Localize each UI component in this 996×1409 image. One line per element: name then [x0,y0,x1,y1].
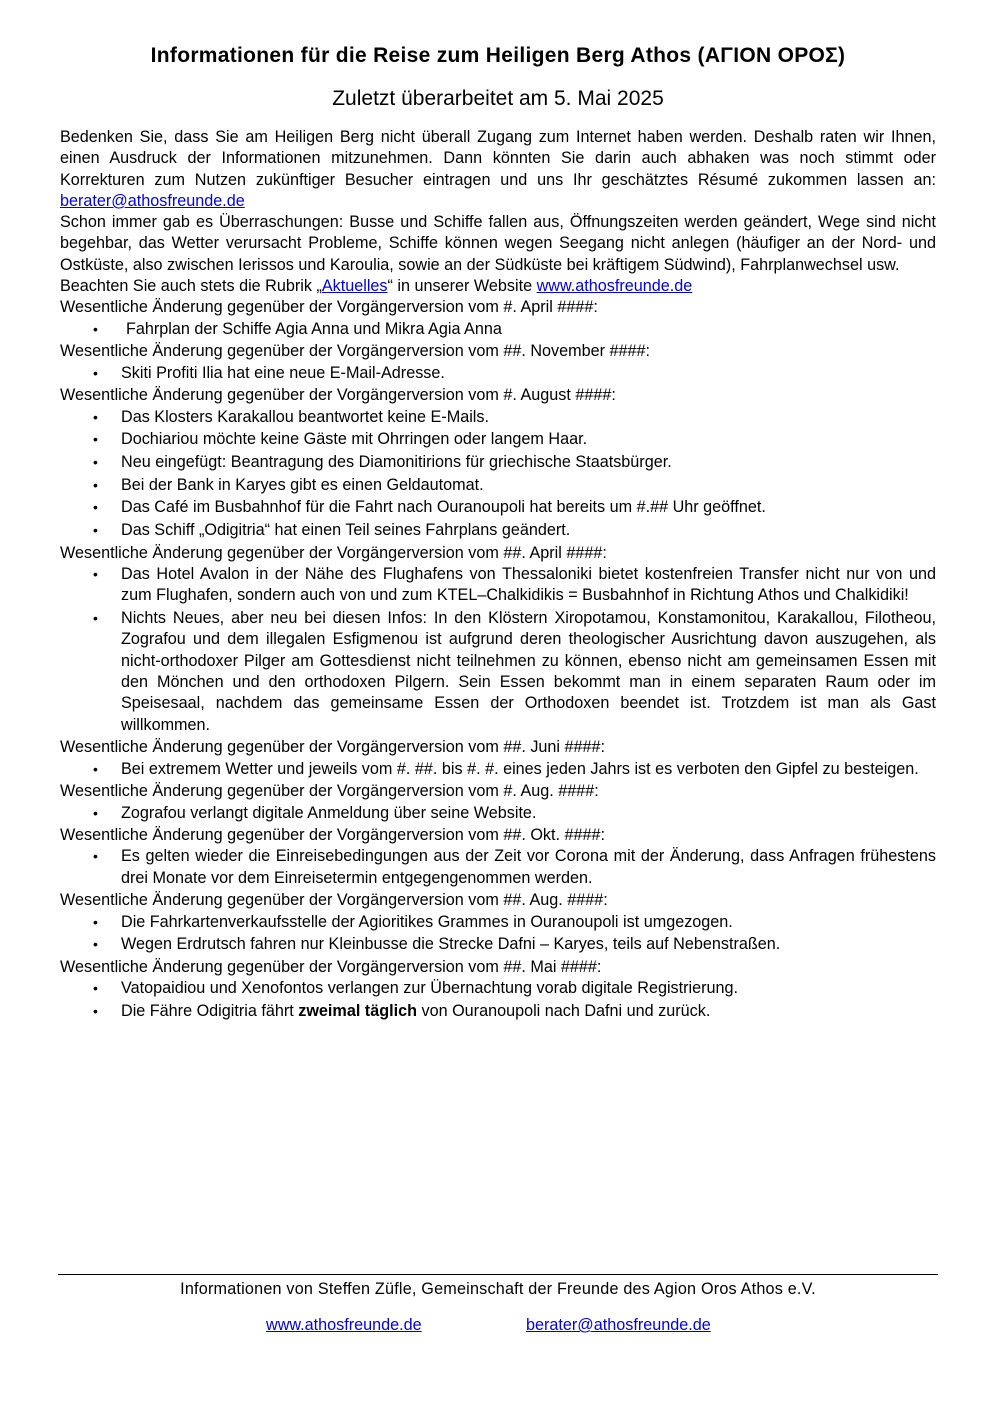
list-item [60,564,936,607]
email-link[interactable]: berater@athosfreunde.de [60,191,245,210]
list-item [60,475,936,496]
list-item [60,363,936,384]
footer-website-link[interactable]: www.athosfreunde.de [266,1316,422,1334]
footer-email-link[interactable]: berater@athosfreunde.de [526,1316,711,1334]
document-body [60,127,936,1024]
news-text-before: Beachten Sie auch stets die Rubrik „ [60,277,322,296]
ferry-text-before: Die Fähre Odigitria fährt [121,1002,299,1021]
change-list [60,912,936,956]
list-item [60,912,936,933]
list-item [60,759,936,780]
list-item-text: Nichts Neues, aber neu bei diesen Infos: In den Klöstern Xiropotamou, Konstamonitou, Karakallou, Filotheou, Zografou und dem illegalen Esfigmenou ist aufgrund deren theologischer Ausrichtung davon auszugehen, als nicht-orthodoxer Pilger am Gottesdienst nicht teilnehmen zu können, ebenso nicht am gemeinsamen Essen mit den Mönchen und den orthodoxen Pilgern. Sein Essen bekommt man in einem separaten Raum oder im Speisesaal, nachdem das gemeinsame Essen der Orthodoxen beendet ist. Trotzdem ist man als Gast willkommen. [121,609,936,734]
bullet-icon: • [93,610,98,627]
list-item-text: Skiti Profiti Ilia hat eine neue E-Mail-Adresse. [121,363,445,382]
list-item-text: Es gelten wieder die Einreisebedingungen aus der Zeit vor Corona mit der Änderung, dass Anfragen frühestens drei Monate vor dem Einreisetermin entgegengenommen werden. [121,847,936,887]
change-heading: Wesentliche Änderung gegenüber der Vorgängerversion vom #. Aug. ####: [60,782,599,801]
list-item [60,497,936,518]
intro-paragraph-internet [60,127,936,212]
aktuelles-link[interactable]: Aktuelles [321,277,388,296]
website-link[interactable]: www.athosfreunde.de [536,277,693,296]
bullet-icon: • [93,499,98,516]
bullet-icon: • [93,1003,98,1020]
page-title: Informationen für die Reise zum Heiligen Berg Athos (ΑΓΙΟΝ ΟΡΟΣ) [150,44,846,67]
change-heading: Wesentliche Änderung gegenüber der Vorgängerversion vom ##. Aug. ####: [60,891,608,910]
list-item [60,1001,936,1022]
list-item [60,452,936,473]
ferry-text-emphasis: zweimal täglich [298,1002,417,1021]
list-item [60,846,936,889]
list-item [60,803,936,824]
list-item [60,520,936,541]
change-heading: Wesentliche Änderung gegenüber der Vorgängerversion vom #. August ####: [60,386,616,405]
change-heading: Wesentliche Änderung gegenüber der Vorgängerversion vom ##. November ####: [60,342,651,361]
list-item-text: Zografou verlangt digitale Anmeldung über seine Website. [121,803,537,822]
change-list [60,846,936,889]
bullet-icon: • [93,760,98,777]
change-heading: Wesentliche Änderung gegenüber der Vorgängerversion vom ##. Okt. ####: [60,826,606,845]
bullet-icon: • [93,431,98,448]
list-item-text: Die Fahrkartenverkaufsstelle der Agioritikes Grammes in Ouranoupoli ist umgezogen. [121,912,733,931]
bullet-icon: • [93,936,98,953]
list-item-text: Das Klosters Karakallou beantwortet keine E-Mails. [121,407,489,426]
change-heading: Wesentliche Änderung gegenüber der Vorgängerversion vom ##. Juni ####: [60,738,606,757]
change-list [60,564,936,736]
ferry-text-after: von Ouranoupoli nach Dafni und zurück. [416,1002,711,1021]
list-item-text: Bei extremem Wetter und jeweils vom #. ##. bis #. #. eines jeden Jahrs ist es verboten den Gipfel zu besteigen. [121,759,919,778]
list-item-text: Neu eingefügt: Beantragung des Diamonitirions für griechische Staatsbürger. [121,453,672,472]
list-item [60,319,936,340]
bullet-icon: • [93,913,98,930]
bullet-icon: • [93,476,98,493]
bullet-icon: • [93,364,98,381]
bullet-icon: • [93,804,98,821]
list-item-text: Das Schiff „Odigitria“ hat einen Teil seines Fahrplans geändert. [121,521,571,540]
bullet-icon: • [93,408,98,425]
page-subtitle: Zuletzt überarbeitet am 5. Mai 2025 [332,87,664,110]
bullet-icon: • [93,566,98,583]
intro-paragraph-news [60,276,936,297]
list-item-text: Wegen Erdrutsch fahren nur Kleinbusse die Strecke Dafni – Karyes, teils auf Nebenstraßen. [121,935,781,954]
change-list [60,363,936,384]
list-item-text: Das Hotel Avalon in der Nähe des Flughafens von Thessaloniki bietet kostenfreien Transfer nicht nur von und zum Flughafen, sondern auch von und zum KTEL–Chalkidikis = Busbahnhof in Richtung Athos und Chalkidiki! [121,565,936,605]
footer-credit: Informationen von Steffen Züfle, Gemeinschaft der Freunde des Agion Oros Athos e.V. [180,1280,816,1298]
list-item [60,407,936,428]
list-item-text: Dochiariou möchte keine Gäste mit Ohrringen oder langem Haar. [121,430,588,449]
change-heading: Wesentliche Änderung gegenüber der Vorgängerversion vom ##. April ####: [60,543,607,562]
change-list [60,803,936,824]
bullet-icon: • [93,980,98,997]
list-item [60,429,936,450]
intro-paragraph-surprises: Schon immer gab es Überraschungen: Busse und Schiffe fallen aus, Öffnungszeiten werden geändert, Wege sind nicht begehbar, das Wetter verursacht Probleme, Schiffe können wegen Seegang nicht anlegen (häufiger an der Nord- und Ostküste, also zwischen Ierissos und Karoulia, sowie an der Südküste bei kräftigem Südwind), Fahrplanwechsel usw. [60,213,936,274]
change-heading: Wesentliche Änderung gegenüber der Vorgängerversion vom ##. Mai ####: [60,958,602,977]
list-item [60,978,936,999]
change-list [60,319,936,340]
bullet-icon: • [93,848,98,865]
change-list [60,407,936,542]
list-item-text: Fahrplan der Schiffe Agia Anna und Mikra Agia Anna [126,319,502,338]
list-item [60,608,936,736]
bullet-icon: • [93,320,98,337]
change-heading: Wesentliche Änderung gegenüber der Vorgängerversion vom #. April ####: [60,298,598,317]
list-item [60,934,936,955]
list-item-text: Bei der Bank in Karyes gibt es einen Geldautomat. [121,475,484,494]
list-item-text: Das Café im Busbahnhof für die Fahrt nach Ouranoupoli hat bereits um #.## Uhr geöffnet. [121,498,766,517]
intro-text: Bedenken Sie, dass Sie am Heiligen Berg nicht überall Zugang zum Internet haben werden. Deshalb raten wir Ihnen, einen Ausdruck der Informationen mitzunehmen. Dann könnten Sie darin auch abhaken was noch stimmt oder Korrekturen zum Nutzen zukünftiger Besucher eintragen und uns Ihr geschätztes Résumé zukommen lassen an: [60,128,936,189]
list-item-text: Vatopaidiou und Xenofontos verlangen zur Übernachtung vorab digitale Registrierung. [121,979,739,998]
bullet-icon: • [93,454,98,471]
change-list [60,978,936,1022]
news-text-middle: “ in unserer Website [387,277,537,296]
change-log [60,297,936,1022]
bullet-icon: • [93,522,98,539]
footer-divider [58,1274,938,1275]
change-list [60,759,936,780]
